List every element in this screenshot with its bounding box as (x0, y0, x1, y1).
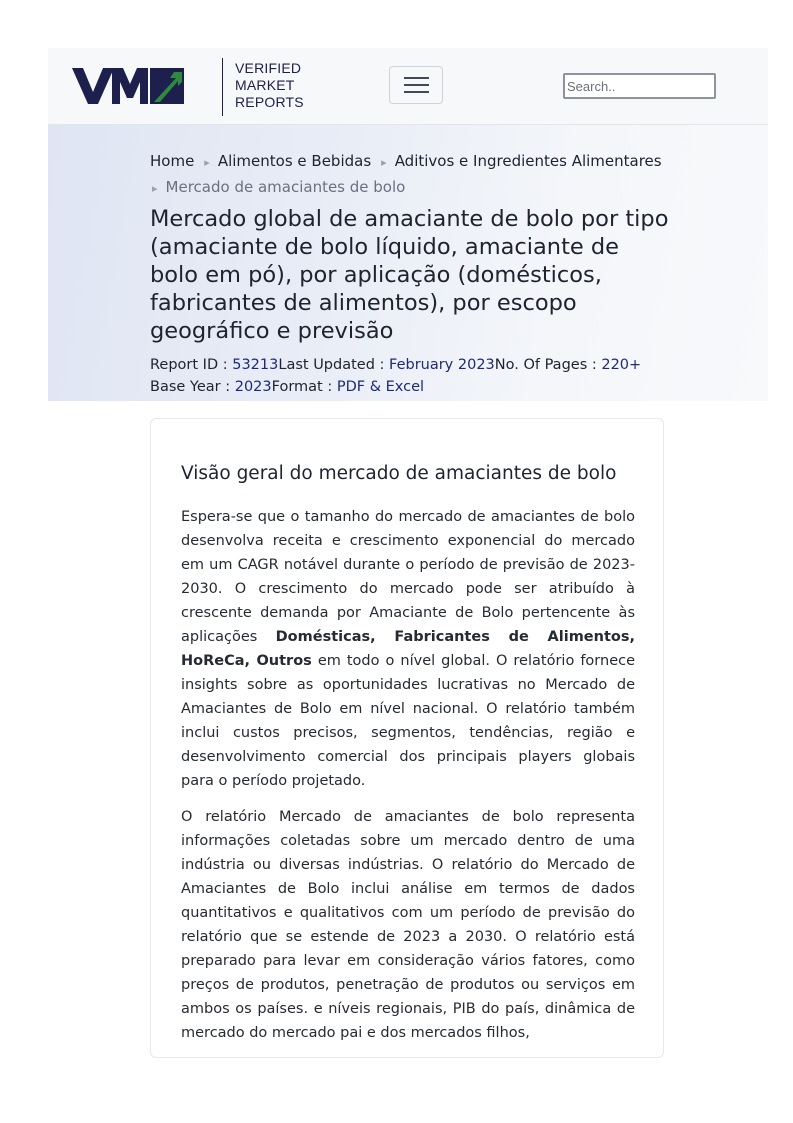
hamburger-icon-bar (404, 91, 429, 93)
chevron-right-icon: ▸ (381, 156, 387, 169)
breadcrumb-food-beverages[interactable]: Alimentos e Bebidas (217, 152, 372, 170)
hamburger-icon-bar (404, 84, 429, 86)
breadcrumb-food-additives[interactable]: Aditivos e Ingredientes Alimentares (394, 152, 662, 170)
report-id-label: Report ID : (150, 357, 233, 373)
breadcrumb-current: Mercado de amaciantes de bolo (165, 178, 406, 196)
brand-line-1: VERIFIED (235, 60, 302, 76)
logo-divider (222, 58, 223, 116)
last-updated-value: February 2023 (389, 357, 495, 373)
base-year-value: 2023 (234, 379, 272, 395)
menu-toggle-button[interactable] (389, 66, 443, 104)
format-label: Format : (271, 379, 337, 395)
report-hero (48, 125, 768, 401)
brand-line-3: REPORTS (235, 94, 304, 110)
brand-logo[interactable] (72, 58, 304, 116)
last-updated-label: Last Updated : (278, 357, 390, 373)
brand-line-2: MARKET (235, 77, 295, 93)
overview-heading: Visão geral do mercado de amaciantes de bolo (181, 463, 617, 484)
chevron-right-icon: ▸ (152, 182, 158, 195)
overview-p1-text: Espera-se que o tamanho do mercado de amaciantes de bolo desenvolva receita e crescimento exponencial do mercado em um CAGR notável durante o período de previsão de 2023-2030. O crescimento do mercado pode ser atribuído à crescente demanda por Amaciante de Bolo pertencente às aplicações (181, 509, 635, 645)
overview-paragraph-2: O relatório Mercado de amaciantes de bolo representa informações coletadas sobre um mercado dentro de uma indústria ou diversas indústrias. O relatório do Mercado de Amaciantes de Bolo inclui análise em termos de dados quantitativos e qualitativos com um período de previsão do relatório que se estende de 2023 a 2030. O relatório está preparado para levar em consideração vários fatores, como preços de produtos, penetração de produtos ou serviços em ambos os países. e níveis regionais, PIB do país, dinâmica de mercado do mercado pai e dos mercados filhos, (181, 809, 635, 1041)
base-year-label: Base Year : (150, 379, 235, 395)
overview-p1-text-cont: em todo o nível global. O relatório fornece insights sobre as oportunidades lucrativas no Mercado de Amaciantes de Bolo em nível nacional. O relatório também inclui custos precisos, segmentos, tendências, região e desenvolvimento comercial dos principais players globais para o período projetado. (181, 653, 636, 789)
hamburger-icon (404, 77, 429, 79)
search-input[interactable] (563, 73, 716, 99)
brand-wordmark (235, 60, 304, 111)
overview-paragraph-1 (181, 505, 635, 793)
report-id-value: 53213 (232, 357, 279, 373)
format-value: PDF & Excel (336, 379, 425, 395)
page (48, 48, 768, 1041)
breadcrumb-home[interactable]: Home (150, 152, 195, 170)
overview-p1-applications: Domésticas, Fabricantes de Alimentos, HoReCa, Outros (181, 629, 635, 669)
overview-body (181, 505, 635, 1057)
top-navbar (48, 48, 768, 125)
vmr-logo-mark-icon (72, 66, 184, 106)
report-meta (150, 354, 641, 398)
market-overview-card (150, 418, 664, 1058)
pages-value: 220+ (601, 357, 642, 373)
breadcrumb (150, 149, 690, 201)
page-title: Mercado global de amaciante de bolo por tipo (amaciante de bolo líquido, amaciante de bolo em pó), por aplicação (domésticos, fabricantes de alimentos), por escopo geográfico e previsão (150, 206, 669, 344)
chevron-right-icon: ▸ (204, 156, 210, 169)
pages-label: No. Of Pages : (494, 357, 602, 373)
